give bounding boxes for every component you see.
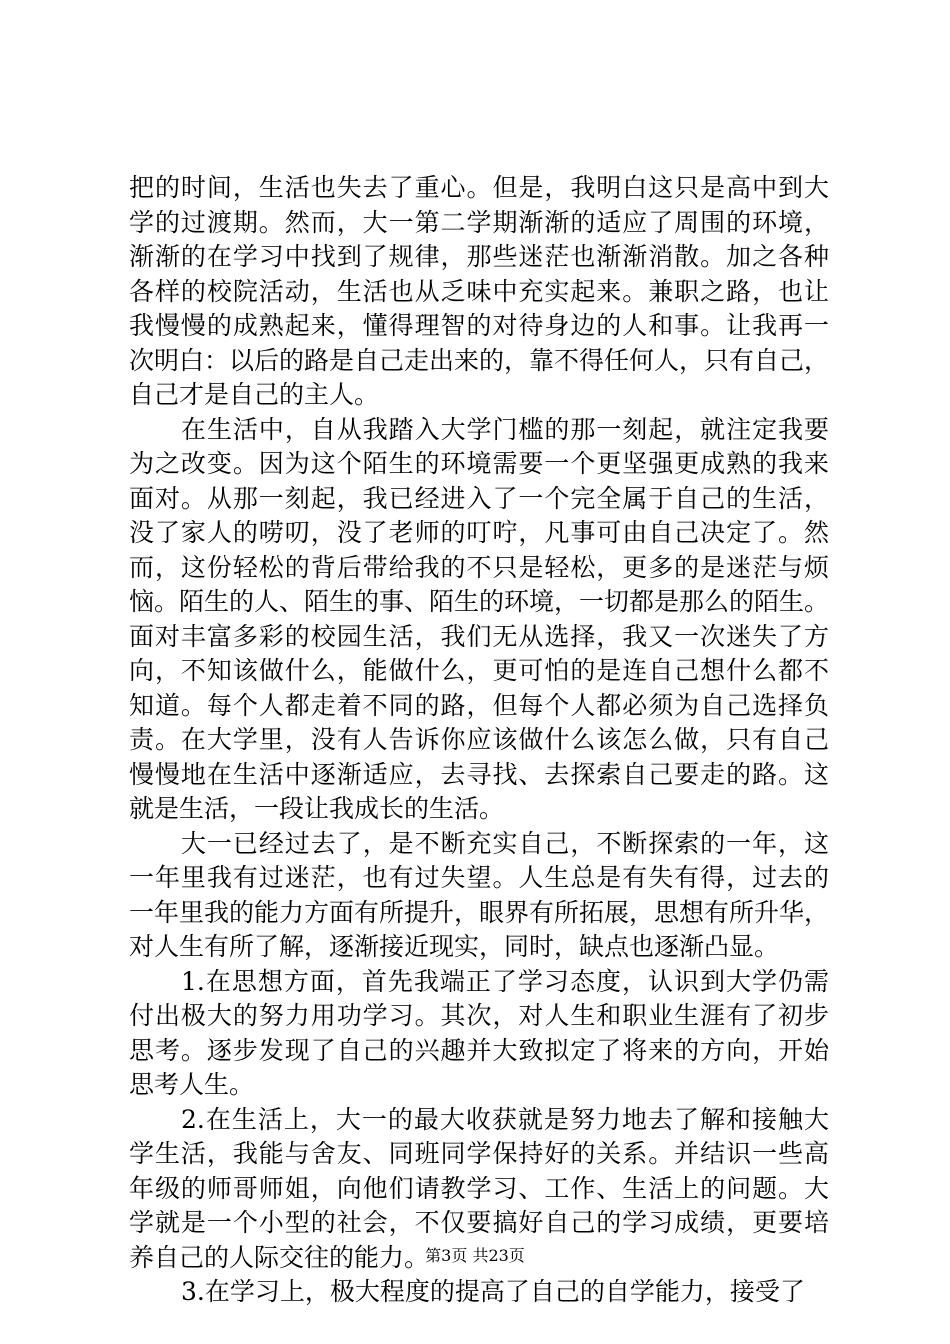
text-line: 知道。每个人都走着不同的路，但每个人都必须为自己选择负 [129,690,829,720]
text-line: 慢慢地在生活中逐渐适应，去寻找、去探索自己要走的路。这 [129,759,829,789]
text-line: 学的过渡期。然而，大一第二学期渐渐的适应了周围的环境， [129,207,829,237]
text-line: 自己才是自己的主人。 [129,380,380,409]
text-line: 一年里我的能力方面有所提升，眼界有所拓展，思想有所升华， [129,897,830,927]
text-line: 付出极大的努力用功学习。其次，对人生和职业生涯有了初步 [129,1001,829,1030]
text-line: 大一已经过去了，是不断充实自己，不断探索的一年，这 [181,828,829,858]
text-line: 面对。从那一刻起，我已经进入了一个完全属于自己的生活， [129,483,829,513]
text-line: 渐渐的在学习中找到了规律，那些迷茫也渐渐消散。加之各种 [129,242,829,271]
text-line: 把的时间，生活也失去了重心。但是，我明白这只是高中到大 [129,173,829,202]
text-line: 责。在大学里，没有人告诉你应该做什么该怎么做，只有自己 [129,725,829,754]
text-line: 各样的校院活动，生活也从乏味中充实起来。兼职之路，也让 [129,276,829,306]
text-line: 对人生有所了解，逐渐接近现实，同时，缺点也逐渐凸显。 [129,932,780,961]
text-line: 3.在学习上，极大程度的提高了自己的自学能力，接受了 [181,1277,805,1306]
text-line: 思考。逐步发现了自己的兴趣并大致拟定了将来的方向，开始 [129,1035,829,1065]
paragraph [129,413,829,827]
page-footer [0,1243,950,1266]
paragraph [129,965,829,1103]
text-line: 而，这份轻松的背后带给我的不只是轻松，更多的是迷茫与烦 [129,552,829,582]
text-line: 年级的师哥师姐，向他们请教学习、工作、生活上的问题。大 [129,1173,829,1203]
text-line: 我慢慢的成熟起来，懂得理智的对待身边的人和事。让我再一 [129,311,829,340]
text-line: 恼。陌生的人、陌生的事、陌生的环境，一切都是那么的陌生。 [129,587,830,616]
text-line: 2.在生活上，大一的最大收获就是努力地去了解和接触大 [181,1104,829,1134]
paragraph [129,827,829,965]
text-line: 面对丰富多彩的校园生活，我们无从选择，我又一次迷失了方 [129,621,829,651]
text-line: 学生活，我能与舍友、同班同学保持好的关系。并结识一些高 [129,1139,829,1168]
text-line: 养自己的人际交往的能力。 [129,1242,430,1272]
paragraph [129,1275,829,1310]
text-line: 学就是一个小型的社会，不仅要搞好自己的学习成绩，更要培 [129,1208,829,1237]
paragraph [129,171,829,413]
text-line: 为之改变。因为这个陌生的环境需要一个更坚强更成熟的我来 [129,449,829,478]
text-line: 没了家人的唠叨，没了老师的叮咛，凡事可由自己决定了。然 [129,518,829,547]
page-number-label: 第3页 共23页 [425,1246,525,1265]
text-line: 思考人生。 [129,1070,255,1099]
text-line: 1.在思想方面，首先我端正了学习态度，认识到大学仍需 [181,966,829,996]
text-line: 一年里我有过迷茫，也有过失望。人生总是有失有得，过去的 [129,863,829,892]
text-line: 在生活中，自从我踏入大学门槛的那一刻起，就注定我要 [181,414,829,444]
text-line: 向，不知该做什么，能做什么，更可怕的是连自己想什么都不 [129,656,829,685]
text-line: 就是生活，一段让我成长的生活。 [129,794,505,823]
document-body [129,171,829,1310]
text-line: 次明白：以后的路是自己走出来的，靠不得任何人，只有自己， [129,345,830,375]
